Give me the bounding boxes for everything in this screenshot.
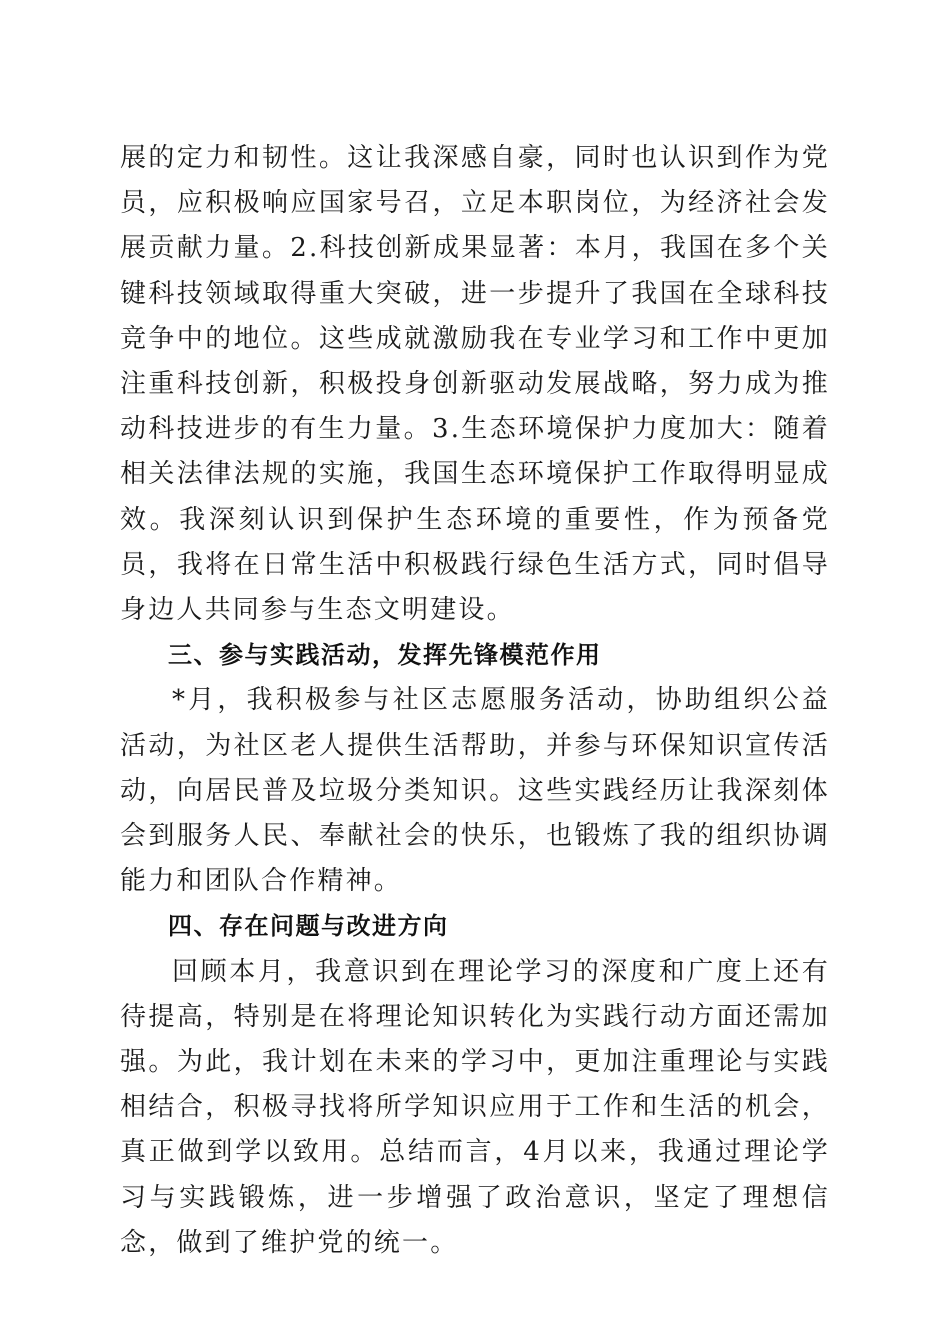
paragraph-practice-activities: *月，我积极参与社区志愿服务活动，协助组织公益活动，为社区老人提供生活帮助，并参与环保知识宣传活动，向居民普及垃圾分类知识。这些实践经历让我深刻体会到服务人民、奉献社会的快乐，也锻炼了我的组织协调能力和团队合作精神。	[120, 685, 830, 897]
document-body	[120, 136, 830, 1266]
section-heading-practice: 三、参与实践活动，发挥先锋模范作用	[168, 641, 602, 670]
paragraph-problems-improvement: 回顾本月，我意识到在理论学习的深度和广度上还有待提高，特别是在将理论知识转化为实践行动方面还需加强。为此，我计划在未来的学习中，更加注重理论与实践相结合，积极寻找将所学知识应用于工作和生活的机会，真正做到学以致用。总结而言，4月以来，我通过理论学习与实践锻炼，进一步增强了政治意识，坚定了理想信念，做到了维护党的统一。	[120, 956, 830, 1258]
section-heading-problems: 四、存在问题与改进方向	[168, 912, 449, 941]
paragraph-domestic-achievements: 展的定力和韧性。这让我深感自豪，同时也认识到作为党员，应积极响应国家号召，立足本职岗位，为经济社会发展贡献力量。2.科技创新成果显著：本月，我国在多个关键科技领域取得重大突破，进一步提升了我国在全球科技竞争中的地位。这些成就激励我在专业学习和工作中更加注重科技创新，积极投身创新驱动发展战略，努力成为推动科技进步的有生力量。3.生态环境保护力度加大：随着相关法律法规的实施，我国生态环境保护工作取得明显成效。我深刻认识到保护生态环境的重要性，作为预备党员，我将在日常生活中积极践行绿色生活方式，同时倡导身边人共同参与生态文明建设。	[120, 143, 830, 626]
